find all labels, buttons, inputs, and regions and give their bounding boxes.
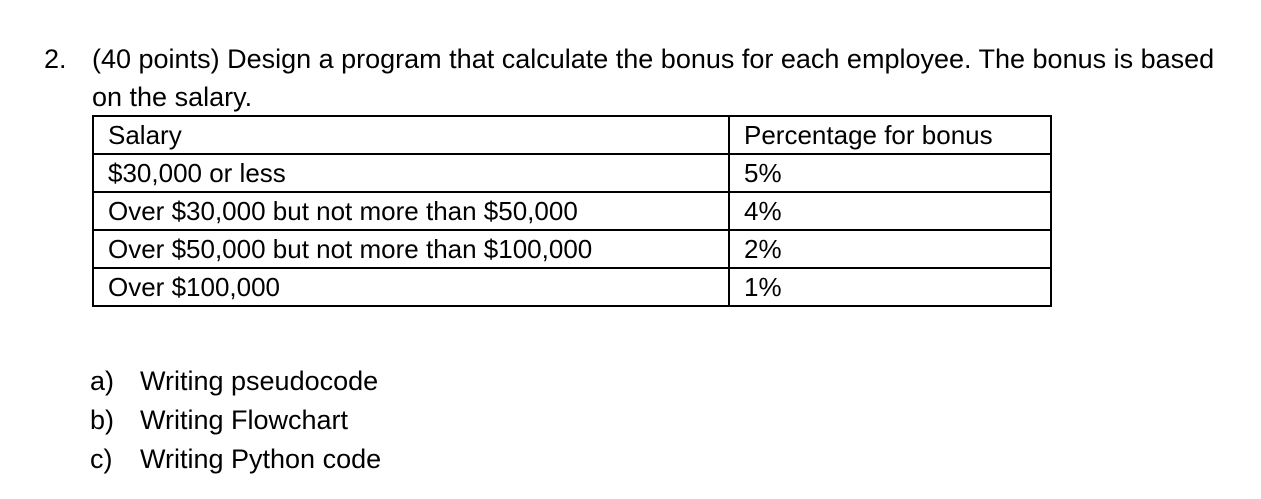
table-row [93, 192, 1051, 230]
table-row [93, 154, 1051, 192]
percentage-cell: 4% [729, 192, 1051, 230]
header-salary: Salary [93, 116, 729, 154]
salary-cell: Over $50,000 but not more than $100,000 [93, 230, 729, 268]
salary-cell: Over $30,000 but not more than $50,000 [93, 192, 729, 230]
percentage-cell: 2% [729, 230, 1051, 268]
subitem-marker: c) [90, 444, 113, 474]
subitem-text: Writing pseudocode [140, 366, 379, 396]
question-number: 2. [44, 44, 67, 74]
bonus-table [92, 115, 1052, 307]
percentage-cell: 5% [729, 154, 1051, 192]
table-row [93, 268, 1051, 306]
header-percentage: Percentage for bonus [729, 116, 1051, 154]
salary-cell: $30,000 or less [93, 154, 729, 192]
table-row [93, 230, 1051, 268]
question-text: (40 points) Design a program that calculate the bonus for each employee. The bonus is based on the salary. [92, 44, 1215, 112]
salary-cell: Over $100,000 [93, 268, 729, 306]
subitem-text: Writing Python code [140, 444, 382, 474]
subitem-marker: b) [90, 405, 115, 435]
percentage-cell: 1% [729, 268, 1051, 306]
subitem-text: Writing Flowchart [140, 405, 349, 435]
table-header-row [93, 116, 1051, 154]
subitem-marker: a) [90, 366, 115, 396]
